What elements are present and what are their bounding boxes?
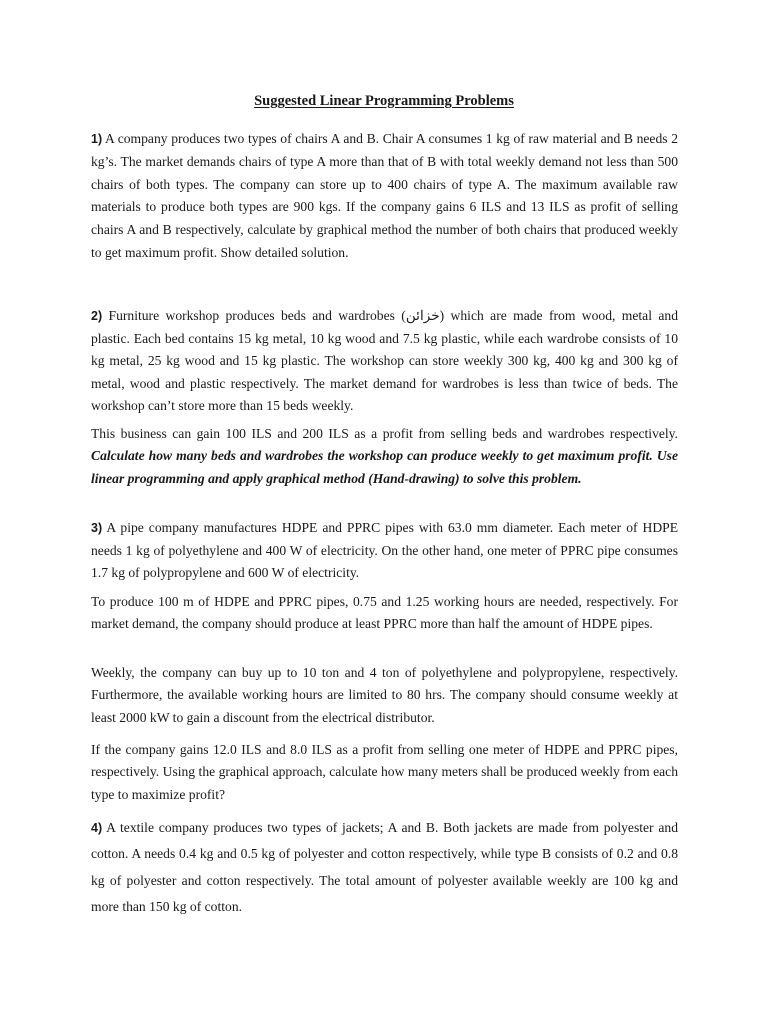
paragraph-text: To produce 100 m of HDPE and PPRC pipes, 0.75 and 1.25 working hours are needed, respectively. For market demand, the company should produce at least PPRC more than half the amount of HDPE pipes.: [91, 594, 678, 632]
problem-text: A company produces two types of chairs A and B. Chair A consumes 1 kg of raw material and B needs 2 kg’s. The market demands chairs of type A more than that of B with total weekly demand not less than 500 chairs of both types. The company can store up to 400 chairs of type A. The maximum available raw materials to produce both types are 900 kgs. If the company gains 6 ILS and 13 ILS as profit of selling chairs A and B respectively, calculate by graphical method the number of both chairs that produced weekly to get maximum profit. Show detailed solution.: [91, 131, 678, 260]
problem-3-paragraph-3: [91, 662, 678, 729]
problem-number: 4): [91, 821, 103, 835]
problem-number: 2): [91, 309, 103, 323]
problem-4: [91, 815, 678, 921]
problem-1: [91, 128, 678, 265]
paragraph-text: This business can gain 100 ILS and 200 ILS as a profit from selling beds and wardrobes respectively.: [91, 426, 678, 441]
paragraph-text: Weekly, the company can buy up to 10 ton and 4 ton of polyethylene and polypropylene, respectively. Furthermore, the available working hours are limited to 80 hrs. The company should consume weekly at least 2000 kW to gain a discount from the electrical distributor.: [91, 665, 678, 725]
problem-2: [91, 305, 678, 418]
problem-3: [91, 517, 678, 585]
problem-text: A textile company produces two types of jackets; A and B. Both jackets are made from polyester and cotton. A needs 0.4 kg and 0.5 kg of polyester and cotton respectively, while type B consists of 0.2 and 0.8 kg of polyester and cotton respectively. The total amount of polyester available weekly are 100 kg and more than 150 kg of cotton.: [91, 820, 678, 915]
problem-number: 3): [91, 521, 103, 535]
problem-3-paragraph-4: [91, 739, 678, 806]
emphasized-instruction: Calculate how many beds and wardrobes the workshop can produce weekly to get maximum profit. Use linear programming and apply graphical method (Hand-drawing) to solve this problem.: [91, 448, 678, 486]
problem-3-paragraph-2: [91, 591, 678, 636]
problem-text: A pipe company manufactures HDPE and PPRC pipes with 63.0 mm diameter. Each meter of HDPE needs 1 kg of polyethylene and 400 W of electricity. On the other hand, one meter of PPRC pipe consumes 1.7 kg of polypropylene and 600 W of electricity.: [91, 520, 678, 581]
paragraph-text: If the company gains 12.0 ILS and 8.0 ILS as a profit from selling one meter of HDPE and PPRC pipes, respectively. Using the graphical approach, calculate how many meters shall be produced weekly from each type to maximize profit?: [91, 742, 678, 802]
problem-text: Furniture workshop produces beds and wardrobes (خزائن) which are made from wood, metal and plastic. Each bed contains 15 kg metal, 10 kg wood and 7.5 kg plastic, while each wardrobe consists of 10 kg metal, 25 kg wood and 15 kg plastic. The workshop can store weekly 300 kg, 400 kg and 300 kg of metal, wood and plastic respectively. The market demand for wardrobes is less than twice of beds. The workshop can’t store more than 15 beds weekly.: [91, 308, 678, 414]
problem-2-paragraph-2: [91, 423, 678, 490]
problem-number: 1): [91, 132, 103, 146]
page-title: Suggested Linear Programming Problems: [254, 93, 514, 109]
